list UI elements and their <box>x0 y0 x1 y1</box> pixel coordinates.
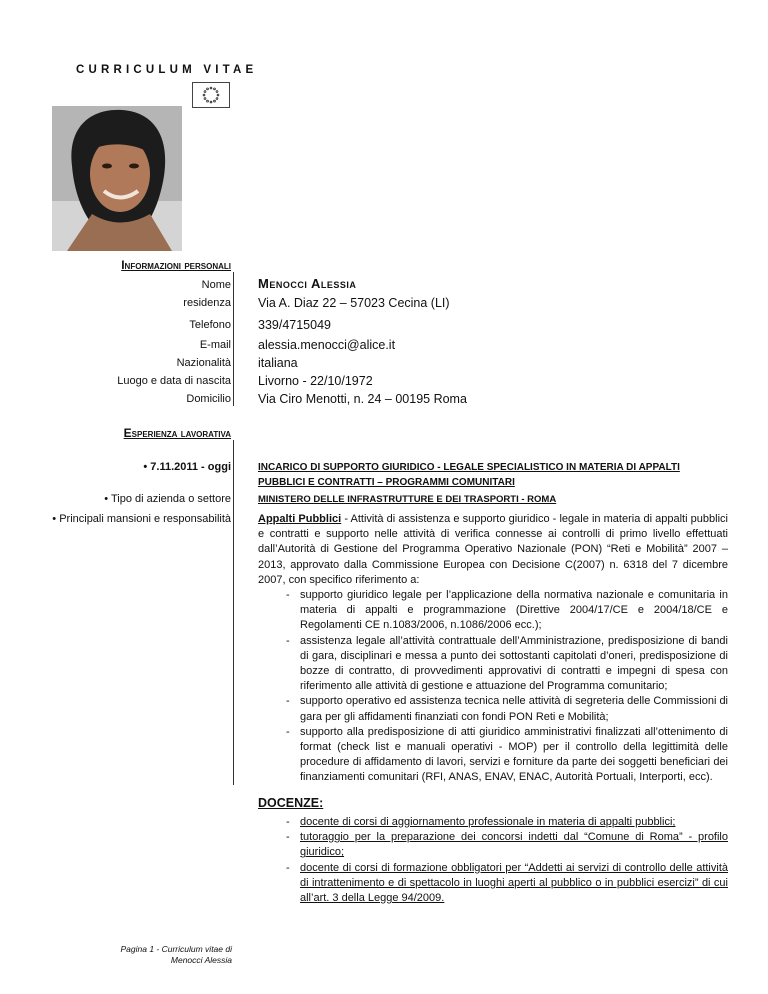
label-domicilio: Domicilio <box>186 393 231 405</box>
section-heading-personal: Informazioni personali <box>121 258 231 272</box>
list-item: - docente di corsi di formazione obbligatori per “Addetti ai servizi di controllo delle attività di intrattenimento e di spettacolo in luoghi aperti al pubblico o in pubblici esercizi” di cui all’art. 3 della Legge 94/2009. <box>258 861 728 907</box>
section-divider <box>233 272 234 406</box>
duties-list <box>258 588 728 786</box>
duties-intro: - Attività di assistenza e supporto giuridico - legale in materia di appalti pubblici e contratti e supporto nelle attività di verifica connesse ai controlli di primo livello effettuati dall’Autorità di Gestione del Programma Operativo Nazionale (PON) “Reti e Mobilità” 2007 – 2013, approvato dalla Commissione Europea con Decisione C(2007) n. 6318 del 7 dicembre 2007, con specifico riferimento a: <box>258 513 728 586</box>
section-divider <box>233 440 234 785</box>
list-item: - supporto giuridico legale per l’applicazione della normativa nazionale e comunitaria in materia di appalti e programmazione (Direttive 2004/17/CE e 2004/18/CE e Regolamenti CE n.1083/2006, n.1086/2006 ecc.); <box>258 588 728 634</box>
cv-title: CURRICULUM VITAE <box>76 64 258 76</box>
label-nome: Nome <box>201 279 231 291</box>
list-item: - supporto alla predisposizione di atti giuridico amministrativi finalizzati all’ottenimento di format (check list e manuali operativi - MOP) per il controllo della legittimità delle procedure di affidamento di lavori, servizi e forniture da parte dei soggetti beneficiari dei finanziamenti comunitari (RFI, ANAS, ENAV, ENAC, Autorità Portuali, Interporti, ecc). <box>258 725 728 786</box>
eu-flag-icon <box>192 82 230 108</box>
value-nome: Menocci Alessia <box>258 276 357 291</box>
value-nazionalita: italiana <box>258 356 298 370</box>
value-domicilio: Via Ciro Menotti, n. 24 – 00195 Roma <box>258 392 467 406</box>
label-email: E-mail <box>199 339 231 351</box>
footer-line-2: Menocci Alessia <box>170 955 232 965</box>
company-name: MINISTERO DELLE INFRASTRUTTURE E DEI TRASPORTI - ROMA <box>258 494 557 505</box>
label-nazionalita: Nazionalità <box>176 357 231 369</box>
label-residenza: residenza <box>183 297 231 309</box>
section-heading-experience: Esperienza lavorativa <box>123 426 231 440</box>
docenze-list <box>258 815 728 906</box>
value-telefono: 339/4715049 <box>258 318 331 332</box>
list-item: - docente di corsi di aggiornamento professionale in materia di appalti pubblici; <box>258 815 728 830</box>
label-telefono: Telefono <box>189 319 231 331</box>
footer-line-1: Pagina 1 - Curriculum vitae di <box>120 944 232 954</box>
duties-description <box>258 512 728 786</box>
value-nascita: Livorno - 22/10/1972 <box>258 374 373 388</box>
list-item: - assistenza legale all’attività contrattuale dell’Amministrazione, predisposizione di bandi di gara, disciplinari e messa a punto dei sottostanti capitolati d’oneri, predisposizione di bozze di contratto, di provvedimenti approvativi di contratti e impegni di spesa con riferimento alle attività di gestione e attuazione del Programma comunitario; <box>258 634 728 695</box>
job-title: INCARICO DI SUPPORTO GIURIDICO - LEGALE SPECIALISTICO IN MATERIA DI APPALTI PUBBLICI E CONTRATTI – PROGRAMMI COMUNITARI <box>258 462 680 488</box>
label-nascita: Luogo e data di nascita <box>117 375 231 387</box>
page-footer <box>80 944 232 966</box>
experience-date: • 7.11.2011 - oggi <box>143 461 231 473</box>
list-item: - supporto operativo ed assistenza tecnica nelle attività di segreteria delle Commissioni di gara per gli affidamenti finanziati con fondi PON Reti e Mobilità; <box>258 694 728 724</box>
label-duties: • Principali mansioni e responsabilità <box>52 513 231 525</box>
docenze-section <box>258 815 728 906</box>
label-company: • Tipo di azienda o settore <box>104 493 231 505</box>
value-email: alessia.menocci@alice.it <box>258 338 396 352</box>
duties-intro-bold: Appalti Pubblici <box>258 513 342 525</box>
profile-photo <box>52 106 182 251</box>
value-residenza: Via A. Diaz 22 – 57023 Cecina (LI) <box>258 296 450 310</box>
docenze-title: DOCENZE: <box>258 796 324 810</box>
list-item: - tutoraggio per la preparazione dei concorsi indetti dal “Comune di Roma” - profilo giuridico; <box>258 830 728 860</box>
